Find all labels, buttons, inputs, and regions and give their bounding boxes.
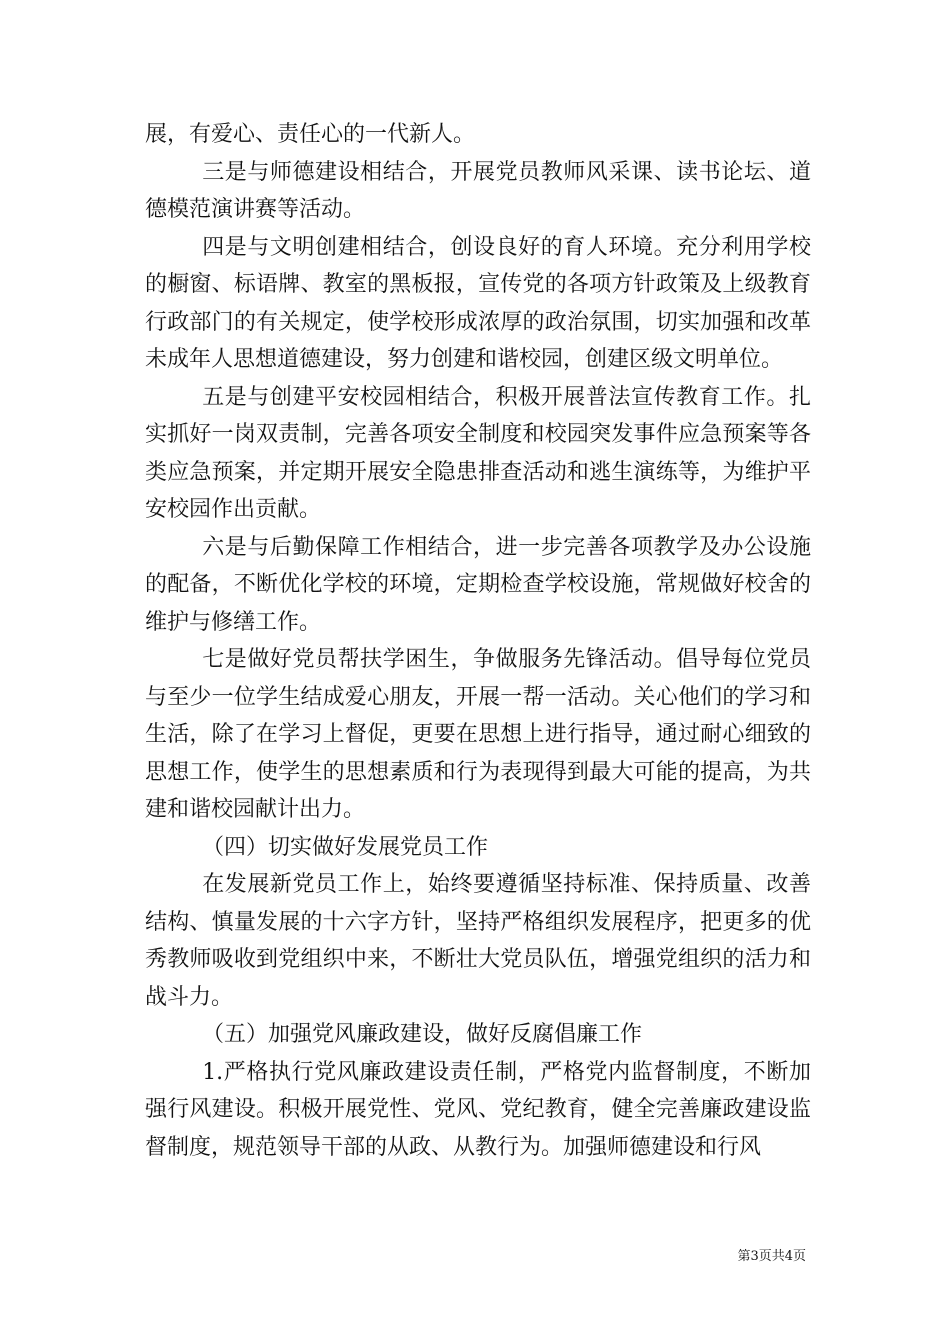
paragraph-teacher-ethics: 三是与师德建设相结合，开展党员教师风采课、读书论坛、道德模范演讲赛等活动。 (145, 159, 811, 222)
paragraph-student-support: 七是做好党员帮扶学困生，争做服务先锋活动。倡导每位党员与至少一位学生结成爱心朋友，开展一帮一活动。关心他们的学习和生活，除了在学习上督促，更要在思想上进行指导，通过耐心细致的思想工作，使学生的思想素质和行为表现得到最大可能的提高，为共建和谐校园献计出力。 (145, 647, 811, 822)
page-number-footer: 第3页共4页 (737, 1249, 806, 1264)
section-heading-4: （四）切实做好发展党员工作 (202, 834, 489, 860)
paragraph-safe-campus: 五是与创建平安校园相结合，积极开展普法宣传教育工作。扎实抓好一岗双责制，完善各项安全制度和校园突发事件应急预案等各类应急预案，并定期开展安全隐患排查活动和逃生演练等，为维护平安校园作出贡献。 (145, 384, 811, 522)
paragraph-continuation: 展，有爱心、责任心的一代新人。 (145, 122, 476, 147)
document-body (145, 116, 811, 1166)
paragraph-civilization-building: 四是与文明创建相结合，创设良好的育人环境。充分利用学校的橱窗、标语牌、教室的黑板报，宣传党的各项方针政策及上级教育行政部门的有关规定，使学校形成浓厚的政治氛围，切实加强和改革未成年人思想道德建设，努力创建和谐校园，创建区级文明单位。 (145, 234, 811, 372)
paragraph-party-development: 在发展新党员工作上，始终要遵循坚持标准、保持质量、改善结构、慎量发展的十六字方针，坚持严格组织发展程序，把更多的优秀教师吸收到党组织中来，不断壮大党员队伍，增强党组织的活力和战斗力。 (145, 872, 811, 1010)
section-heading-5: （五）加强党风廉政建设，做好反腐倡廉工作 (202, 1022, 643, 1047)
paragraph-logistics: 六是与后勤保障工作相结合，进一步完善各项教学及办公设施的配备，不断优化学校的环境，定期检查学校设施，常规做好校舍的维护与修缮工作。 (145, 534, 811, 635)
paragraph-anti-corruption: 1.严格执行党风廉政建设责任制，严格党内监督制度，不断加强行风建设。积极开展党性、党风、党纪教育，健全完善廉政建设监督制度，规范领导干部的从政、从教行为。加强师德建设和行风 (145, 1059, 811, 1160)
